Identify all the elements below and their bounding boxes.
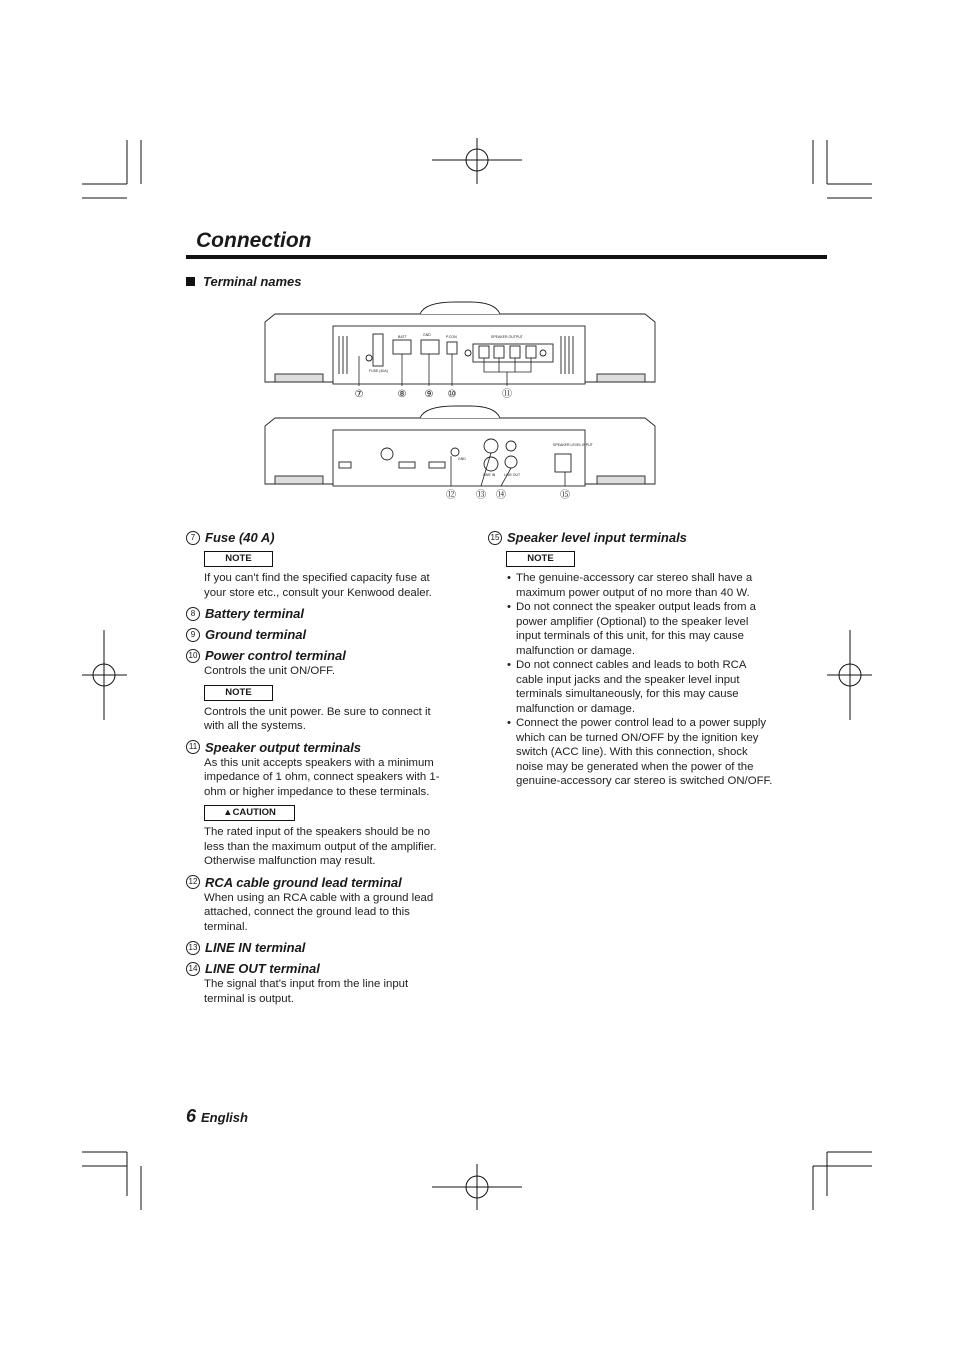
item-number: 10 — [186, 649, 200, 663]
title-rule — [186, 255, 827, 259]
speaker-output-label: SPEAKER OUTPUT — [491, 335, 523, 339]
callout-13: ⑬ — [476, 490, 486, 501]
caution-label — [204, 805, 295, 821]
item-text: Controls the unit ON/OFF. — [204, 665, 336, 677]
item-title: Ground terminal — [205, 627, 307, 642]
callout-11: ⑪ — [502, 389, 512, 400]
language-label: English — [201, 1110, 248, 1125]
bottom-panel-hump — [420, 406, 500, 418]
item-number: 14 — [186, 962, 200, 976]
section-title: Terminal names — [203, 274, 302, 289]
item-line-in — [186, 940, 446, 955]
item-number: 7 — [186, 531, 200, 545]
page-footer — [186, 1106, 248, 1127]
speaker-level-input-label: SPEAKER LEVEL INPUT — [553, 443, 593, 447]
callout-10: ⑩ — [447, 389, 457, 400]
list-item: • The genuine-accessory car stereo shall have a maximum power output of no more than 40 W. — [516, 571, 773, 600]
callout-14: ⑭ — [496, 490, 506, 501]
ground-terminal-icon — [421, 340, 439, 354]
item-text: When using an RCA cable with a ground lead attached, connect the ground lead to this terminal. — [204, 891, 434, 933]
note-text: If you can't find the specified capacity fuse at your store etc., consult your Kenwood dealer. — [204, 572, 432, 599]
caution-text: The rated input of the speakers should be no less than the maximum output of the amplifier. Otherwise malfunction may result. — [204, 826, 437, 867]
line-in-jack-icon — [484, 439, 498, 453]
rca-ground-terminal-icon — [451, 448, 459, 456]
gnd-label: GND — [423, 333, 431, 337]
item-ground — [186, 627, 446, 642]
item-number: 12 — [186, 875, 200, 889]
note-label: NOTE — [506, 551, 575, 567]
caution-label-text: CAUTION — [232, 807, 276, 818]
fuse-label: FUSE (40A) — [369, 369, 388, 373]
power-control-terminal-icon — [447, 342, 457, 354]
item-line-out — [186, 961, 446, 1006]
speaker-level-input-icon — [555, 454, 571, 472]
callout-12: ⑫ — [446, 490, 456, 501]
right-column — [488, 530, 773, 789]
callout-15: ⑮ — [560, 490, 570, 501]
top-panel-hump — [420, 302, 500, 314]
left-column — [186, 530, 446, 1012]
batt-label: BATT — [398, 335, 407, 339]
item-fuse — [186, 530, 446, 600]
note-bullets — [506, 571, 773, 789]
item-title: Battery terminal — [205, 606, 304, 621]
item-title: Speaker output terminals — [205, 739, 362, 755]
note-text: Controls the unit power. Be sure to connect it with all the systems. — [204, 705, 431, 732]
gnd-bottom-label: GND — [458, 457, 466, 461]
item-number: 15 — [488, 531, 502, 545]
item-battery — [186, 606, 446, 621]
item-text: The signal that's input from the line input terminal is output. — [204, 978, 409, 1005]
item-speaker-output — [186, 740, 446, 869]
square-bullet-icon — [186, 277, 195, 286]
amplifier-terminal-diagram — [255, 300, 665, 510]
item-title: Power control terminal — [205, 648, 346, 663]
item-title: LINE IN terminal — [205, 940, 306, 955]
callout-7: ⑦ — [354, 389, 364, 400]
line-in-label: LINE IN — [483, 473, 496, 477]
item-number: 9 — [186, 628, 200, 642]
battery-terminal-icon — [393, 340, 411, 354]
item-number: 11 — [186, 740, 200, 754]
warning-icon: ▲ — [223, 807, 233, 818]
fuse-icon — [373, 334, 383, 366]
callout-9: ⑨ — [424, 389, 434, 400]
item-title: LINE OUT terminal — [205, 961, 320, 976]
item-title: Fuse (40 A) — [205, 530, 275, 545]
item-number: 13 — [186, 941, 200, 955]
note-label: NOTE — [204, 685, 273, 701]
callout-8: ⑧ — [397, 389, 407, 400]
page-title: Connection — [196, 229, 312, 252]
section-heading — [186, 274, 302, 289]
list-item: • Do not connect cables and leads to both RCA cable input jacks and the speaker level input terminals simultaneously, for this may cause malfunction or damage. — [516, 658, 773, 716]
note-label: NOTE — [204, 551, 273, 567]
page-number: 6 — [186, 1106, 197, 1126]
item-title: RCA cable ground lead terminal — [205, 874, 402, 890]
pcon-label: P.CON — [446, 335, 457, 339]
line-out-label: LINE OUT — [504, 473, 521, 477]
list-item: • Do not connect the speaker output leads from a power amplifier (Optional) to the speaker level input terminals of this unit, for this may cause malfunction or damage. — [516, 600, 773, 658]
list-item: • Connect the power control lead to a power supply which can be turned ON/OFF by the ignition key switch (ACC line). With this connection, shock noise may be generated when the power of the genuine-accessory car stereo is switched ON/OFF. — [516, 716, 773, 789]
line-out-jack-icon — [505, 456, 517, 468]
item-number: 8 — [186, 607, 200, 621]
item-title: Speaker level input terminals — [507, 530, 687, 545]
item-rca-ground — [186, 875, 446, 935]
item-power-control — [186, 648, 446, 734]
item-text: As this unit accepts speakers with a minimum impedance of 1 ohm, connect speakers with 1-ohm or higher impedance to these terminals. — [204, 756, 440, 798]
